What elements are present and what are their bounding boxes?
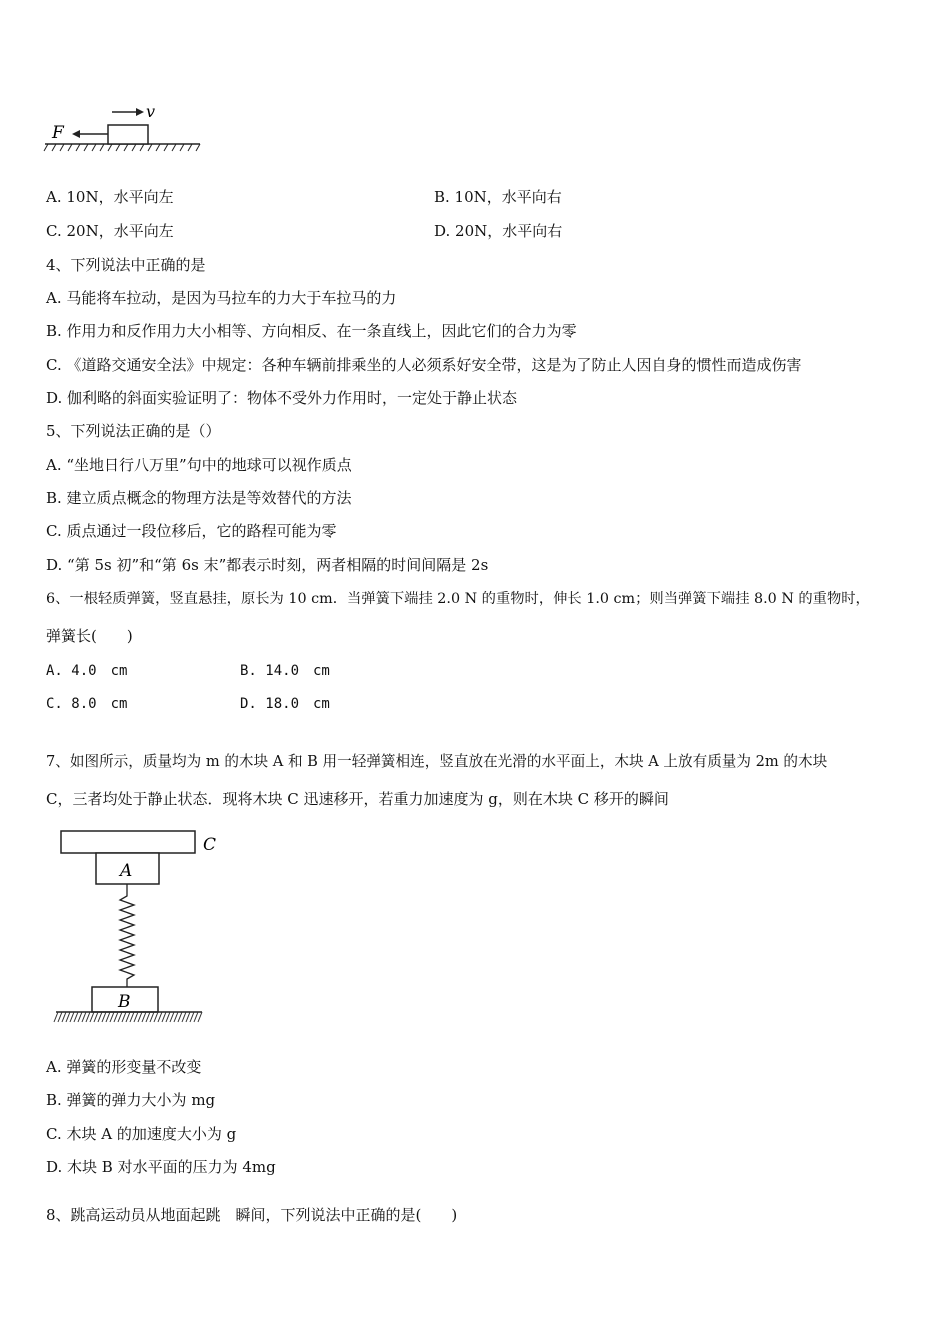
block-a-label: A: [120, 861, 133, 881]
q5-option-b: B. 建立质点概念的物理方法是等效替代的方法: [46, 489, 352, 507]
force-label: F: [52, 123, 64, 143]
q5-option-d: D. “第 5s 初”和“第 6s 末”都表示时刻，两者相隔的时间间隔是 2s: [46, 556, 489, 574]
q7-stem-line1: 7、如图所示，质量均为 m 的木块 A 和 B 用一轻弹簧相连，竖直放在光滑的水平面上，木块 A 上放有质量为 2m 的木块: [46, 753, 828, 770]
q4-option-b: B. 作用力和反作用力大小相等、方向相反、在一条直线上，因此它们的合力为零: [46, 322, 577, 340]
q3-option-c: C. 20N，水平向左: [46, 222, 174, 240]
spring: [120, 884, 134, 987]
q7-option-c: C. 木块 A 的加速度大小为 g: [46, 1125, 237, 1143]
q6-option-b: B. 14.0 cm: [240, 663, 330, 679]
q7-option-a: A. 弹簧的形变量不改变: [46, 1058, 202, 1076]
q6-stem-line1: 6、一根轻质弹簧，竖直悬挂，原长为 10 cm．当弹簧下端挂 2.0 N 的重物时，伸长 1.0 cm；则当弹簧下端挂 8.0 N 的重物时，: [46, 591, 870, 607]
q6-stem-line2: 弹簧长( ): [46, 627, 133, 645]
q4-stem: 4、下列说法中正确的是: [46, 256, 206, 274]
q6-option-c: C. 8.0 cm: [46, 696, 128, 712]
block-b-label: B: [118, 992, 131, 1012]
force-arrow-head: [72, 130, 80, 138]
q4-option-a: A. 马能将车拉动，是因为马拉车的力大于车拉马的力: [46, 289, 397, 307]
figure-block-on-ground: [40, 98, 210, 158]
q5-option-a: A. “坐地日行八万里”句中的地球可以视作质点: [46, 456, 352, 474]
q7-option-b: B. 弹簧的弹力大小为 mg: [46, 1091, 216, 1109]
q6-option-d: D. 18.0 cm: [240, 696, 330, 712]
q5-option-c: C. 质点通过一段位移后，它的路程可能为零: [46, 522, 337, 540]
q7-stem-line2: C，三者均处于静止状态．现将木块 C 迅速移开，若重力加速度为 g，则在木块 C 移开的瞬间: [46, 790, 669, 808]
block: [108, 125, 148, 144]
velocity-arrow-head: [136, 108, 144, 116]
q8-stem: 8、跳高运动员从地面起跳 瞬间，下列说法中正确的是( ): [46, 1206, 458, 1224]
q4-option-d: D. 伽利略的斜面实验证明了：物体不受外力作用时，一定处于静止状态: [46, 389, 518, 407]
q7-option-d: D. 木块 B 对水平面的压力为 4mg: [46, 1158, 276, 1176]
q6-option-a: A. 4.0 cm: [46, 663, 128, 679]
q3-option-a: A. 10N，水平向左: [46, 188, 174, 206]
block-c-label: C: [203, 835, 217, 855]
q3-option-d: D. 20N，水平向右: [434, 222, 563, 240]
q5-stem: 5、下列说法正确的是（）: [46, 422, 221, 440]
q4-option-c: C. 《道路交通安全法》中规定：各种车辆前排乘坐的人必须系好安全带，这是为了防止人因自身的惯性而造成伤害: [46, 356, 802, 374]
q3-option-b: B. 10N，水平向右: [434, 188, 562, 206]
block-c: [61, 831, 195, 853]
velocity-label: v: [146, 102, 156, 121]
figure-spring-blocks: [52, 824, 242, 1030]
